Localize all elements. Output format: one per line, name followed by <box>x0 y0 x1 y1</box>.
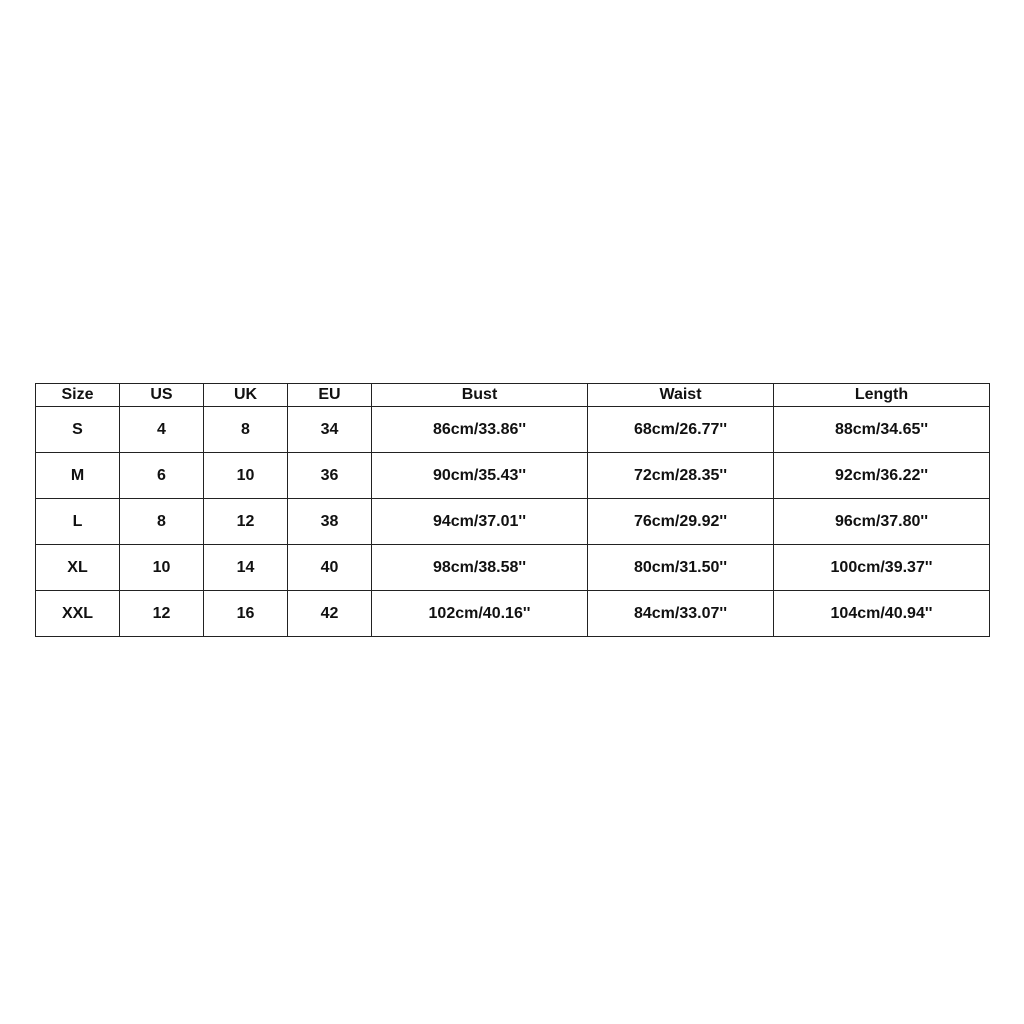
cell-bust: 98cm/38.58'' <box>372 545 588 591</box>
table-row <box>36 591 990 637</box>
cell-waist: 76cm/29.92'' <box>588 499 774 545</box>
cell-size: L <box>36 499 120 545</box>
cell-eu: 38 <box>288 499 372 545</box>
table-row <box>36 407 990 453</box>
table-row <box>36 545 990 591</box>
cell-eu: 40 <box>288 545 372 591</box>
header-waist: Waist <box>588 384 774 407</box>
header-us: US <box>120 384 204 407</box>
cell-us: 12 <box>120 591 204 637</box>
header-size: Size <box>36 384 120 407</box>
cell-waist: 84cm/33.07'' <box>588 591 774 637</box>
cell-waist: 68cm/26.77'' <box>588 407 774 453</box>
header-uk: UK <box>204 384 288 407</box>
cell-length: 92cm/36.22'' <box>774 453 990 499</box>
cell-us: 4 <box>120 407 204 453</box>
cell-eu: 42 <box>288 591 372 637</box>
cell-size: S <box>36 407 120 453</box>
cell-size: M <box>36 453 120 499</box>
header-length: Length <box>774 384 990 407</box>
header-eu: EU <box>288 384 372 407</box>
header-bust: Bust <box>372 384 588 407</box>
cell-length: 96cm/37.80'' <box>774 499 990 545</box>
cell-length: 100cm/39.37'' <box>774 545 990 591</box>
header-row <box>36 384 990 407</box>
cell-us: 10 <box>120 545 204 591</box>
cell-waist: 72cm/28.35'' <box>588 453 774 499</box>
cell-bust: 94cm/37.01'' <box>372 499 588 545</box>
cell-us: 8 <box>120 499 204 545</box>
cell-uk: 14 <box>204 545 288 591</box>
cell-size: XL <box>36 545 120 591</box>
cell-eu: 36 <box>288 453 372 499</box>
cell-uk: 8 <box>204 407 288 453</box>
cell-bust: 90cm/35.43'' <box>372 453 588 499</box>
cell-waist: 80cm/31.50'' <box>588 545 774 591</box>
cell-length: 88cm/34.65'' <box>774 407 990 453</box>
cell-uk: 12 <box>204 499 288 545</box>
size-chart-table <box>35 383 990 637</box>
cell-uk: 10 <box>204 453 288 499</box>
cell-uk: 16 <box>204 591 288 637</box>
table-row <box>36 453 990 499</box>
cell-length: 104cm/40.94'' <box>774 591 990 637</box>
cell-us: 6 <box>120 453 204 499</box>
cell-eu: 34 <box>288 407 372 453</box>
cell-bust: 86cm/33.86'' <box>372 407 588 453</box>
cell-size: XXL <box>36 591 120 637</box>
table-row <box>36 499 990 545</box>
cell-bust: 102cm/40.16'' <box>372 591 588 637</box>
